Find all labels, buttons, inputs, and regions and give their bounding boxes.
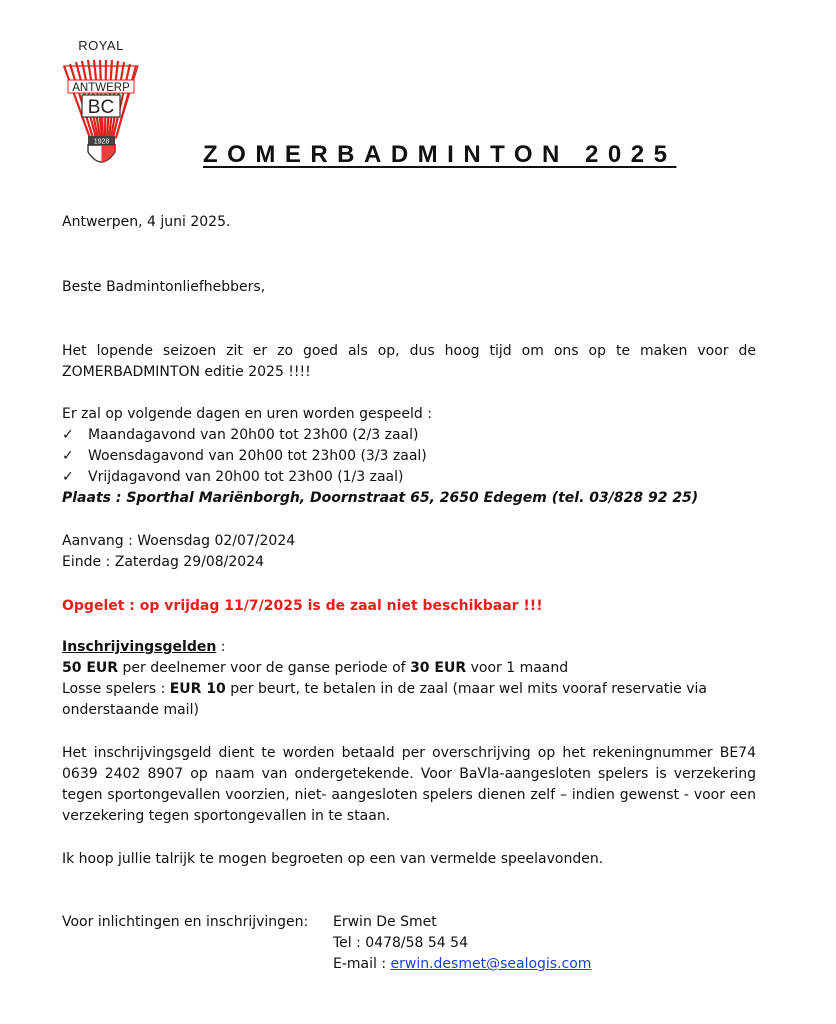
check-icon: ✓ bbox=[62, 427, 74, 443]
fees-heading-suffix: : bbox=[216, 639, 226, 655]
logo-initials: BC bbox=[87, 97, 115, 118]
payment-paragraph: Het inschrijvingsgeld dient te worden betaald per overschrijving op het rekeningnummer BE74 0639 2402 8907 op naam van ondergetekende. Voor BaVla-aangesloten spelers is verzekering tegen sportongevallen voorzien, niet- aangesloten spelers dienen zelf – indien gewenst - voor een verzekering tegen sportongevallen in te staan. bbox=[62, 745, 756, 824]
schedule-item bbox=[62, 446, 756, 467]
contact-phone: Tel : 0478/58 54 54 bbox=[333, 935, 468, 951]
salutation: Beste Badmintonliefhebbers, bbox=[62, 279, 266, 295]
fee-amount: 50 EUR bbox=[62, 660, 119, 676]
logo-band-text: ANTWERP bbox=[72, 82, 130, 94]
contact-email-line bbox=[333, 954, 591, 975]
check-icon: ✓ bbox=[62, 448, 74, 464]
location-line: Plaats : Sporthal Mariënborgh, Doornstraat 65, 2650 Edegem (tel. 03/828 92 25) bbox=[62, 490, 699, 506]
fees-line-1 bbox=[62, 658, 756, 679]
email-link[interactable]: erwin.desmet@sealogis.com bbox=[390, 956, 592, 972]
warning-notice: Opgelet : op vrijdag 11/7/2025 is de zaal niet beschikbaar !!! bbox=[62, 598, 543, 614]
fee-text: Losse spelers : bbox=[62, 681, 170, 697]
schedule-item-text: Woensdagavond van 20h00 tot 23h00 (3/3 zaal) bbox=[88, 448, 427, 464]
fee-amount: 30 EUR bbox=[410, 660, 467, 676]
contact-name: Erwin De Smet bbox=[333, 914, 437, 930]
contact-label: Voor inlichtingen en inschrijvingen: bbox=[62, 914, 309, 930]
fee-text: per beurt, te betalen in de zaal (maar wel mits vooraf reservatie via bbox=[225, 681, 707, 697]
logo-royal-text: ROYAL bbox=[78, 38, 124, 53]
fees-line-3: onderstaande mail) bbox=[62, 702, 199, 718]
end-date: Einde : Zaterdag 29/08/2024 bbox=[62, 554, 265, 570]
fee-amount: EUR 10 bbox=[169, 681, 226, 697]
schedule-item-text: Vrijdagavond van 20h00 tot 23h00 (1/3 zaal) bbox=[88, 469, 404, 485]
intro-paragraph: Het lopende seizoen zit er zo goed als op, dus hoog tijd om ons op te maken voor de ZOMERBADMINTON editie 2025 !!!! bbox=[62, 343, 756, 380]
fees-heading-text: Inschrijvingsgelden bbox=[62, 639, 217, 655]
fees-line-2 bbox=[62, 679, 756, 700]
closing-line: Ik hoop jullie talrijk te mogen begroeten op een van vermelde speelavonden. bbox=[62, 851, 604, 867]
schedule-item bbox=[62, 467, 756, 488]
page-title: ZOMERBADMINTON 2025 bbox=[203, 141, 677, 168]
check-icon: ✓ bbox=[62, 469, 74, 485]
logo-year: 1928 bbox=[93, 138, 110, 146]
shuttlecock-icon bbox=[60, 56, 142, 168]
start-date: Aanvang : Woensdag 02/07/2024 bbox=[62, 533, 296, 549]
schedule-item bbox=[62, 425, 756, 446]
schedule-item-text: Maandagavond van 20h00 tot 23h00 (2/3 zaal) bbox=[88, 427, 419, 443]
fees-heading bbox=[62, 637, 756, 658]
email-prefix: E-mail : bbox=[333, 956, 391, 972]
schedule-heading: Er zal op volgende dagen en uren worden gespeeld : bbox=[62, 406, 432, 422]
club-logo bbox=[60, 38, 142, 168]
fee-text: voor 1 maand bbox=[466, 660, 569, 676]
date-line: Antwerpen, 4 juni 2025. bbox=[62, 214, 231, 230]
fee-text: per deelnemer voor de ganse periode of bbox=[118, 660, 411, 676]
